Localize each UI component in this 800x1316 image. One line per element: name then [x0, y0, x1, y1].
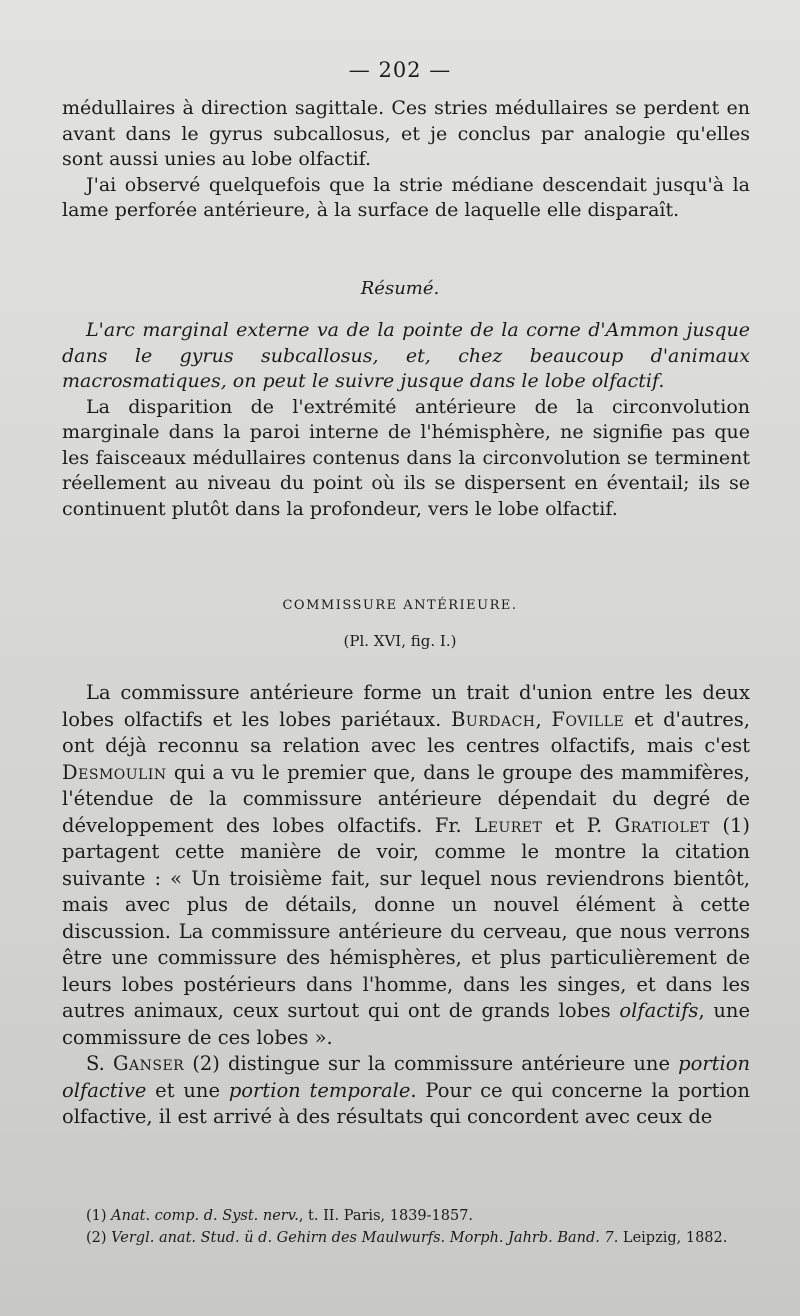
footnote-2: (2) Vergl. anat. Stud. ü d. Gehirn des Maulwurfs. Morph. Jahrb. Band. 7. Leipzig, 1882. [86, 1230, 728, 1246]
italic-term: portion temporale [228, 1078, 411, 1102]
author-name: Gratiolet [614, 813, 710, 837]
author-name: Leuret [474, 813, 543, 837]
plate-reference: (Pl. XVI, fig. I.) [343, 632, 457, 650]
text-block-commissure [62, 680, 750, 1131]
author-name: Ganser [112, 1052, 185, 1075]
text-block-top [62, 96, 750, 224]
footnote-1: (1) Anat. comp. d. Syst. nerv., t. II. Paris, 1839-1857. [86, 1208, 474, 1224]
commissure-paragraph: La commissure antérieure forme un trait d'union entre les deux lobes olfactifs et les lobes pariétaux. Burdach, Foville et d'autres, ont déjà reconnu sa relation avec les centres olfactifs, mais c'est Desmoulin qui a vu le premier que, dans le groupe des mammifères, l'étendue de la commissure antérieure dépendait du degré de développement des lobes olfactifs. Fr. Leuret et P. Gratiolet (1) partagent cette manière de voir, comme le montre la citation suivante : « Un troisième fait, sur lequel nous reviendrons bientôt, mais avec plus de détails, donne un nouvel élément à cette discussion. La commissure antérieure du cerveau, que nous verrons être une commissure des hémisphères, et plus particulièrement de leurs lobes postérieurs dans l'homme, dans les singes, et dans les autres animaux, ceux surtout qui ont de grands lobes olfactifs, une commissure de ces lobes ». [62, 681, 751, 1049]
ganser-paragraph: S. Ganser (2) distingue sur la commissure antérieure une portion olfactive et une portion temporale. Pour ce qui concerne la portion olfactive, il est arrivé à des résultats qui concordent avec ceux de [62, 1052, 751, 1128]
resume-italic-paragraph: L'arc marginal externe va de la pointe de la corne d'Ammon jusque dans le gyrus subcallosus, et, chez beaucoup d'animaux macrosmatiques, on peut le suivre jusque dans le lobe olfactif. [62, 319, 750, 392]
author-name: Foville [551, 707, 625, 731]
paragraph-strie-mediane: J'ai observé quelquefois que la strie médiane descendait jusqu'à la lame perforée antérieure, à la surface de laquelle elle disparaît. [62, 173, 750, 221]
footnotes [62, 1205, 750, 1249]
author-name: Burdach [451, 707, 536, 731]
section-heading: COMMISSURE ANTÉRIEURE. [282, 598, 518, 613]
paragraph-continuation: médullaires à direction sagittale. Ces stries médullaires se perdent en avant dans le gyrus subcallosus, et je conclus par analogie qu'elles sont aussi unies au lobe olfactif. [62, 97, 750, 170]
italic-term: portion olfactive [62, 1052, 751, 1102]
resume-paragraph: La disparition de l'extrémité antérieure de la circonvolution marginale dans la paroi interne de l'hémisphère, ne signifie pas que les faisceaux médullaires contenus dans la circonvolution se terminent réellement au niveau du point où ils se dispersent en éventail; ils se continuent plutôt dans la profondeur, vers le lobe olfactif. [62, 395, 750, 520]
text-block-resume [62, 318, 750, 522]
resume-heading: Résumé. [360, 278, 440, 299]
page-number: — 202 — [348, 58, 452, 82]
italic-term: olfactifs [619, 999, 699, 1022]
author-name: Desmoulin [62, 760, 167, 784]
